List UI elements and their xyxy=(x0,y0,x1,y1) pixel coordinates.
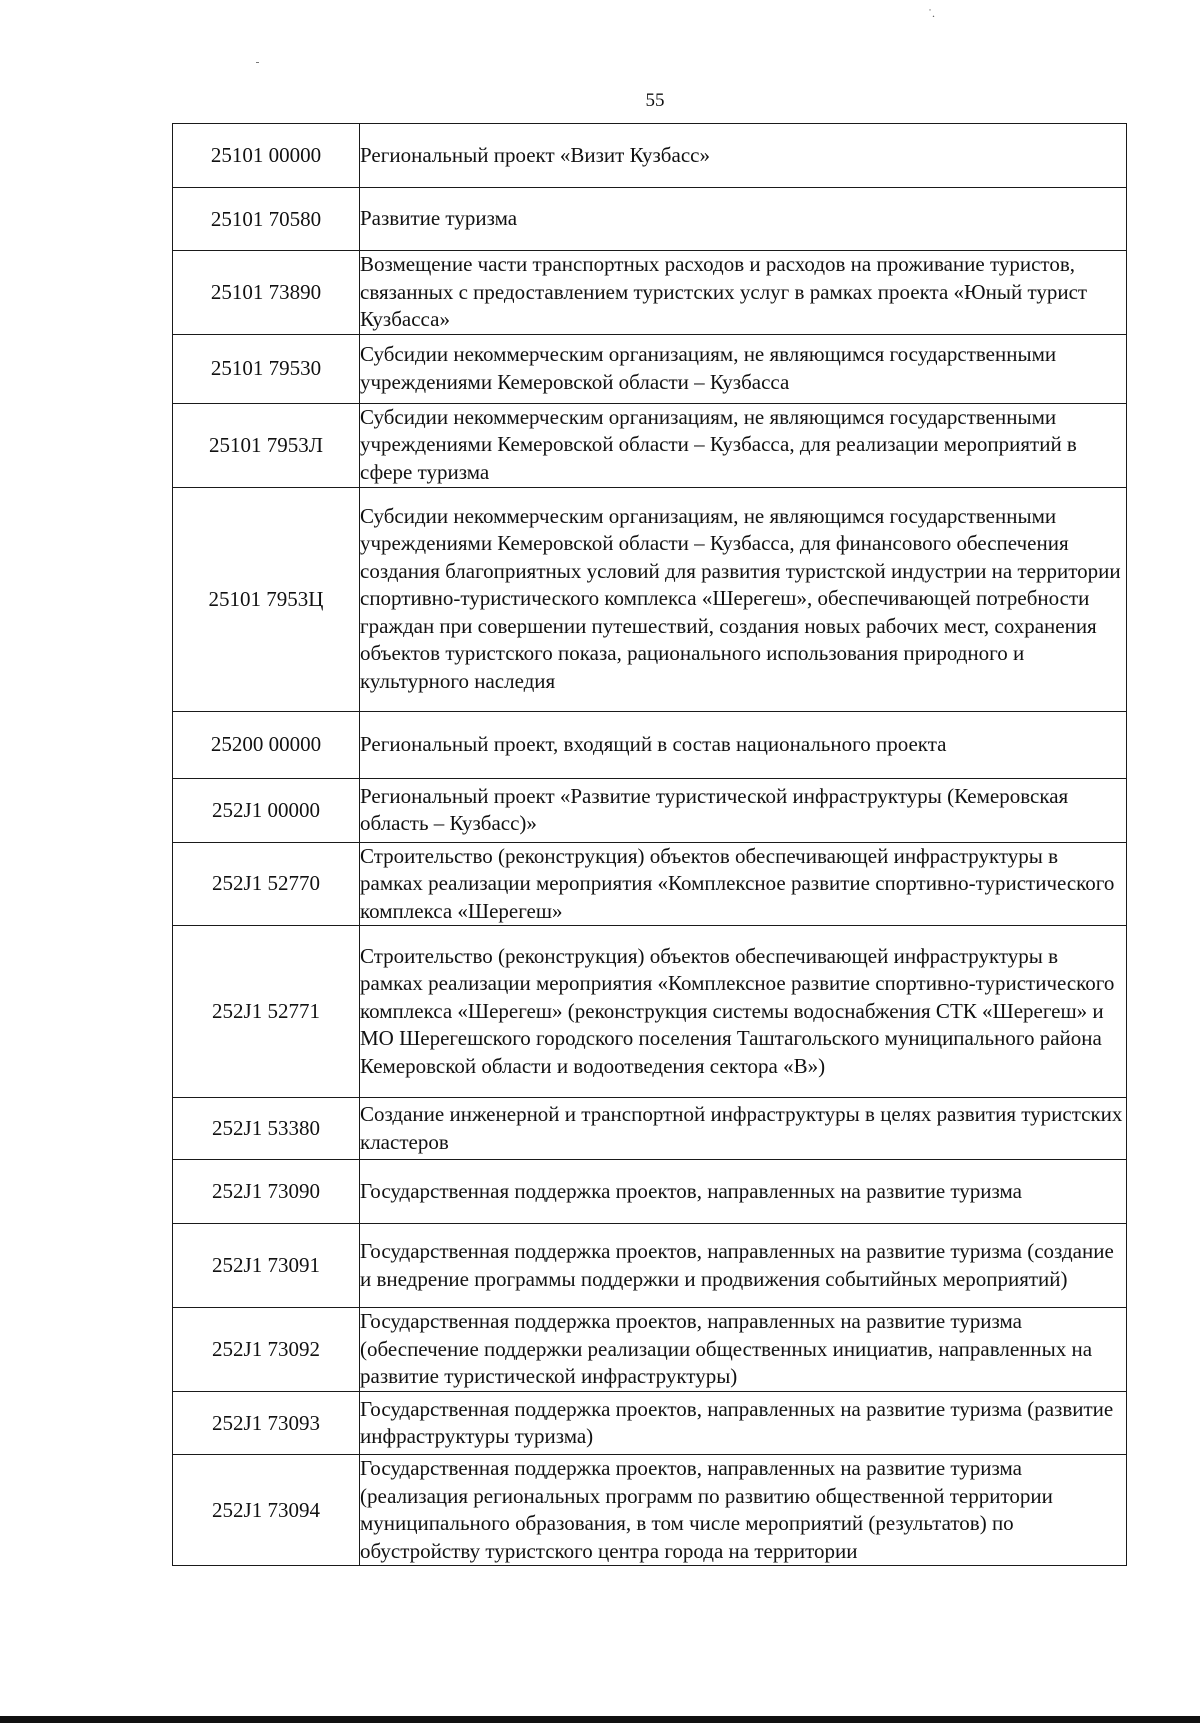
table-row xyxy=(173,778,1127,842)
code-cell: 25101 7953Л xyxy=(173,403,360,487)
description-cell: Возмещение части транспортных расходов и расходов на проживание туристов, связанных с предоставлением туристских услуг в рамках проекта «Юный турист Кузбасса» xyxy=(360,251,1127,335)
description-cell: Создание инженерной и транспортной инфраструктуры в целях развития туристских кластеров xyxy=(360,1098,1127,1160)
description-cell: Субсидии некоммерческим организациям, не являющимся государственными учреждениями Кемеровской области – Кузбасса xyxy=(360,334,1127,403)
table-row xyxy=(173,403,1127,487)
table-row xyxy=(173,188,1127,251)
code-cell: 252J1 73090 xyxy=(173,1160,360,1224)
description-cell: Государственная поддержка проектов, направленных на развитие туризма (развитие инфраструктуры туризма) xyxy=(360,1392,1127,1455)
table-row xyxy=(173,842,1127,926)
scan-dash xyxy=(256,62,259,63)
code-cell: 252J1 52770 xyxy=(173,842,360,926)
code-cell: 252J1 73091 xyxy=(173,1224,360,1308)
table-row xyxy=(173,1455,1127,1566)
code-cell: 25200 00000 xyxy=(173,711,360,778)
code-cell: 25101 79530 xyxy=(173,334,360,403)
description-cell: Государственная поддержка проектов, направленных на развитие туризма (реализация региональных программ по развитию общественной территории муниципального образования, в том числе мероприятий (результатов) по обустройству туристского центра города на территории xyxy=(360,1455,1127,1566)
code-cell: 25101 7953Ц xyxy=(173,487,360,711)
code-cell: 252J1 73093 xyxy=(173,1392,360,1455)
code-cell: 252J1 53380 xyxy=(173,1098,360,1160)
table-row xyxy=(173,926,1127,1098)
description-cell: Региональный проект, входящий в состав национального проекта xyxy=(360,711,1127,778)
description-cell: Региональный проект «Визит Кузбасс» xyxy=(360,124,1127,188)
description-cell: Государственная поддержка проектов, направленных на развитие туризма xyxy=(360,1160,1127,1224)
code-cell: 252J1 73092 xyxy=(173,1308,360,1392)
table-row xyxy=(173,1160,1127,1224)
description-cell: Развитие туризма xyxy=(360,188,1127,251)
code-cell: 252J1 00000 xyxy=(173,778,360,842)
table-row xyxy=(173,1224,1127,1308)
table-row xyxy=(173,487,1127,711)
description-cell: Субсидии некоммерческим организациям, не являющимся государственными учреждениями Кемеровской области – Кузбасса, для финансового обеспечения создания благоприятных условий для развития туристской индустрии на территории спортивно-туристического комплекса «Шерегеш», обеспечивающей потребности граждан при совершении путешествий, создания новых рабочих мест, сохранения объектов туристского показа, рационального использования природного и культурного наследия xyxy=(360,487,1127,711)
page-number: 55 xyxy=(645,90,665,111)
code-cell: 252J1 52771 xyxy=(173,926,360,1098)
table-row xyxy=(173,251,1127,335)
table-row xyxy=(173,334,1127,403)
scan-mark: ˙. xyxy=(928,6,935,20)
table-row xyxy=(173,124,1127,188)
description-cell: Государственная поддержка проектов, направленных на развитие туризма (обеспечение поддержки реализации общественных инициатив, направленных на развитие туристической инфраструктуры) xyxy=(360,1308,1127,1392)
scan-bottom-edge xyxy=(0,1716,1200,1723)
code-cell: 252J1 73094 xyxy=(173,1455,360,1566)
code-cell: 25101 70580 xyxy=(173,188,360,251)
description-cell: Строительство (реконструкция) объектов обеспечивающей инфраструктуры в рамках реализации мероприятия «Комплексное развитие спортивно-туристического комплекса «Шерегеш» (реконструкция системы водоснабжения СТК «Шерегеш» и МО Шерегешского городского поселения Таштагольского муниципального района Кемеровской области и водоотведения сектора «В») xyxy=(360,926,1127,1098)
table-row xyxy=(173,1308,1127,1392)
budget-codes-table xyxy=(172,123,1127,1566)
code-cell: 25101 73890 xyxy=(173,251,360,335)
code-cell: 25101 00000 xyxy=(173,124,360,188)
table-row xyxy=(173,711,1127,778)
description-cell: Субсидии некоммерческим организациям, не являющимся государственными учреждениями Кемеровской области – Кузбасса, для реализации мероприятий в сфере туризма xyxy=(360,403,1127,487)
table-row xyxy=(173,1098,1127,1160)
description-cell: Государственная поддержка проектов, направленных на развитие туризма (создание и внедрение программы поддержки и продвижения событийных мероприятий) xyxy=(360,1224,1127,1308)
table-row xyxy=(173,1392,1127,1455)
description-cell: Строительство (реконструкция) объектов обеспечивающей инфраструктуры в рамках реализации мероприятия «Комплексное развитие спортивно-туристического комплекса «Шерегеш» xyxy=(360,842,1127,926)
description-cell: Региональный проект «Развитие туристической инфраструктуры (Кемеровская область – Кузбасс)» xyxy=(360,778,1127,842)
